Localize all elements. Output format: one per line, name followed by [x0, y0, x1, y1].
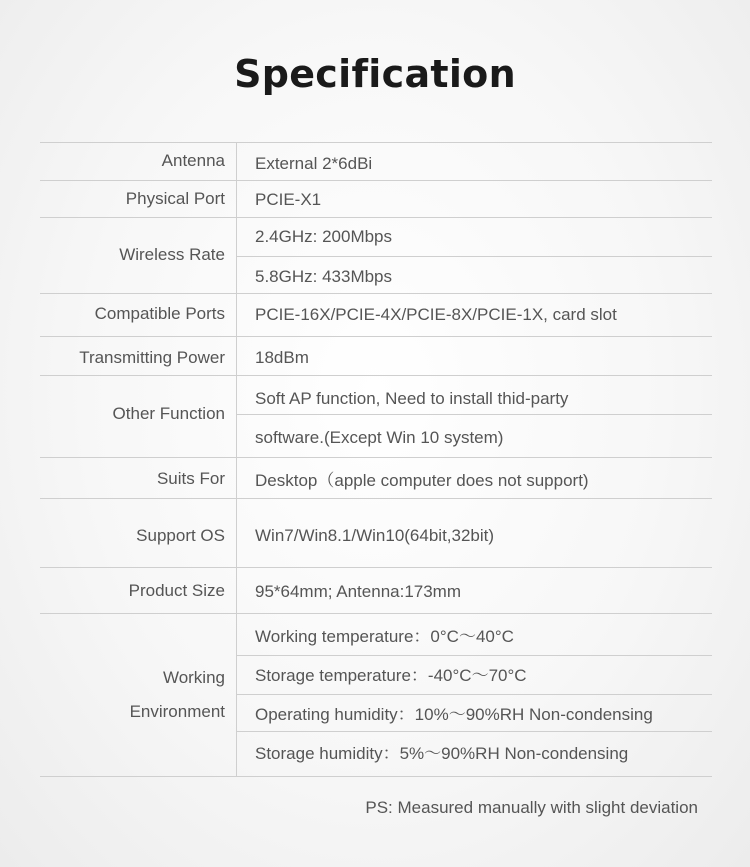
- spec-label-physical-port: Physical Port: [125, 189, 225, 208]
- footnote: PS: Measured manually with slight deviation: [365, 798, 698, 817]
- table-divider: [40, 498, 712, 499]
- table-divider: [237, 256, 712, 257]
- spec-value-compatible-ports: PCIE-16X/PCIE-4X/PCIE-8X/PCIE-1X, card slot: [255, 305, 617, 324]
- spec-value-physical-port: PCIE-X1: [255, 190, 322, 209]
- spec-label-antenna: Antenna: [161, 151, 225, 170]
- spec-label-environment: Environment: [129, 702, 225, 721]
- table-divider: [237, 731, 712, 732]
- spec-value-working-temperature: Working temperature：0°C～40°C: [255, 627, 514, 646]
- spec-label-support-os: Support OS: [136, 526, 225, 545]
- spec-value-wireless-rate-58: 5.8GHz: 433Mbps: [255, 267, 393, 286]
- spec-value-other-function-2: software.(Except Win 10 system): [255, 428, 504, 447]
- spec-label-compatible-ports: Compatible Ports: [94, 304, 225, 323]
- table-divider: [40, 457, 712, 458]
- spec-value-storage-temperature: Storage temperature：-40°C～70°C: [255, 666, 527, 685]
- table-divider: [237, 414, 712, 415]
- spec-value-wireless-rate-24: 2.4GHz: 200Mbps: [255, 227, 393, 246]
- table-divider: [40, 776, 712, 777]
- table-divider: [40, 217, 712, 218]
- spec-label-wireless-rate: Wireless Rate: [119, 245, 225, 264]
- column-divider: [236, 142, 237, 776]
- table-divider: [40, 375, 712, 376]
- spec-label-other-function: Other Function: [112, 404, 225, 423]
- spec-value-other-function-1: Soft AP function, Need to install thid-party: [255, 389, 569, 408]
- spec-label-transmitting-power: Transmitting Power: [79, 348, 225, 367]
- table-divider: [40, 336, 712, 337]
- table-divider: [237, 655, 712, 656]
- spec-value-product-size: 95*64mm; Antenna:173mm: [255, 582, 462, 601]
- spec-value-transmitting-power: 18dBm: [255, 348, 309, 367]
- spec-label-working: Working: [162, 668, 225, 687]
- table-divider: [237, 694, 712, 695]
- spec-value-antenna: External 2*6dBi: [255, 154, 373, 173]
- spec-value-suits-for: Desktop（apple computer does not support): [255, 471, 589, 490]
- spec-label-product-size: Product Size: [128, 581, 225, 600]
- spec-value-support-os: Win7/Win8.1/Win10(64bit,32bit): [255, 526, 495, 545]
- table-divider: [40, 567, 712, 568]
- page-title: Specification: [234, 52, 516, 96]
- table-divider: [40, 180, 712, 181]
- table-divider: [40, 142, 712, 143]
- spec-value-operating-humidity: Operating humidity：10%～90%RH Non-condensing: [255, 705, 653, 724]
- spec-value-storage-humidity: Storage humidity：5%～90%RH Non-condensing: [255, 744, 629, 763]
- table-divider: [40, 293, 712, 294]
- spec-label-suits-for: Suits For: [156, 469, 225, 488]
- table-divider: [40, 613, 712, 614]
